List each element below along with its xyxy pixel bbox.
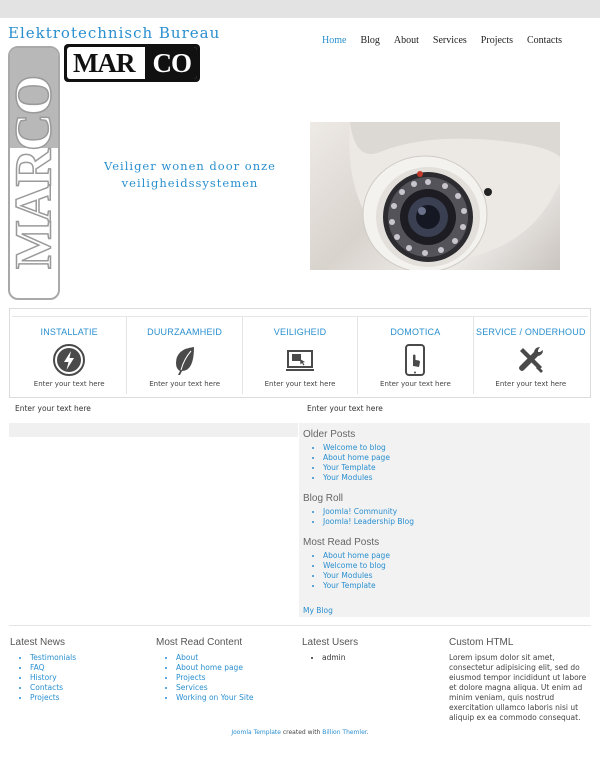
latest-users-heading: Latest Users	[302, 637, 359, 648]
nav-projects[interactable]: Projects	[480, 35, 514, 46]
top-bar	[0, 0, 600, 18]
list-item[interactable]: • Projects	[176, 673, 254, 683]
list-item[interactable]: • About	[176, 653, 254, 663]
feature-installatie[interactable]	[12, 317, 127, 394]
list-item[interactable]: • About home page	[176, 663, 254, 673]
most-read-posts-heading: Most Read Posts	[303, 537, 380, 548]
marco-logo[interactable]	[64, 44, 200, 82]
feature-text: Enter your text here	[264, 380, 336, 388]
lightning-icon	[52, 343, 86, 377]
most-read-posts-list	[323, 551, 586, 591]
content-right-text: Enter your text here	[307, 404, 383, 413]
list-item[interactable]: • About home page	[323, 551, 586, 561]
list-item[interactable]: • Services	[176, 683, 254, 693]
list-item[interactable]: • Testimonials	[30, 653, 76, 663]
nav-services[interactable]: Services	[432, 35, 467, 46]
security-camera-image	[310, 122, 560, 270]
latest-news-module	[10, 637, 76, 703]
tagline-line-1: Veiliger wonen door onze	[103, 159, 276, 173]
list-item: • admin	[322, 653, 358, 663]
logo-frame	[67, 47, 197, 79]
latest-users-list	[322, 653, 358, 663]
vertical-logo	[5, 46, 63, 300]
feature-text: Enter your text here	[495, 380, 567, 388]
list-item[interactable]: • FAQ	[30, 663, 76, 673]
feature-text: Enter your text here	[380, 380, 451, 388]
feature-title: SERVICE / ONDERHOUD	[476, 327, 586, 337]
feature-title: VEILIGHEID	[273, 327, 327, 337]
list-item[interactable]: • Welcome to blog	[323, 443, 586, 453]
tablet-icon	[398, 343, 432, 377]
latest-users-module	[302, 637, 358, 663]
list-item[interactable]: • Working on Your Site	[176, 693, 254, 703]
logo-text-co: CO	[152, 48, 191, 78]
list-item[interactable]: • History	[30, 673, 76, 683]
main-nav	[322, 35, 576, 46]
footer-credit	[0, 729, 600, 736]
most-read-content-heading: Most Read Content	[156, 637, 243, 648]
hero-tagline	[100, 158, 280, 192]
feature-title: DUURZAAMHEID	[147, 327, 223, 337]
blog-roll-heading: Blog Roll	[303, 493, 344, 504]
latest-news-heading: Latest News	[10, 637, 66, 648]
list-item[interactable]: • Your Template	[323, 463, 586, 473]
site-title: Elektrotechnisch Bureau	[8, 24, 221, 42]
features-section	[9, 308, 591, 398]
nav-contacts[interactable]: Contacts	[527, 35, 563, 46]
tagline-line-2: veiligheidssystemen	[121, 176, 259, 190]
feature-duurzaamheid[interactable]	[127, 317, 242, 394]
feature-title: DOMOTICA	[390, 327, 441, 337]
feature-text: Enter your text here	[149, 380, 220, 388]
list-item[interactable]: • Contacts	[30, 683, 76, 693]
monitor-icon	[283, 343, 317, 377]
credit-middle-text: created with	[280, 729, 323, 736]
vertical-logo-text: MARCO	[5, 76, 63, 270]
custom-html-heading: Custom HTML	[449, 637, 514, 648]
nav-about[interactable]: About	[393, 35, 419, 46]
tools-icon	[514, 343, 548, 377]
list-item[interactable]: • About home page	[323, 453, 586, 463]
blog-sidebar	[299, 423, 590, 617]
feature-veiligheid[interactable]	[243, 317, 358, 394]
most-read-content-list	[176, 653, 254, 703]
list-item[interactable]: • Your Template	[323, 581, 586, 591]
content-left-text: Enter your text here	[15, 404, 91, 413]
features-row	[12, 316, 588, 394]
credit-end: .	[366, 729, 369, 736]
main-content-bar	[9, 423, 298, 437]
older-posts-heading: Older Posts	[303, 429, 356, 440]
custom-html-text: Lorem ipsum dolor sit amet, consectetur adipisicing elit, sed do eiusmod tempor incididunt ut labore et dolore magna aliqua. Ut enim ad minim veniam, quis nostrud exercitation ullamco laboris nisi ut aliquip ex ea commodo consequat.	[449, 653, 587, 722]
list-item[interactable]: • Your Modules	[323, 473, 586, 483]
footer-divider	[9, 625, 591, 626]
nav-home[interactable]: Home	[322, 35, 347, 46]
feature-service-onderhoud[interactable]	[474, 317, 588, 394]
blog-roll-list	[323, 507, 586, 527]
logo-text-mar: MAR	[73, 48, 135, 78]
my-blog-link[interactable]: My Blog	[303, 606, 333, 615]
custom-html-module	[449, 637, 589, 723]
list-item[interactable]: • Joomla! Community	[323, 507, 586, 517]
older-posts-list	[323, 443, 586, 483]
billion-themler-link[interactable]: Billion Themler	[322, 729, 367, 736]
leaf-icon	[168, 343, 202, 377]
feature-domotica[interactable]	[358, 317, 473, 394]
latest-news-list	[30, 653, 76, 703]
list-item[interactable]: • Welcome to blog	[323, 561, 586, 571]
joomla-template-link[interactable]: Joomla Template	[231, 729, 281, 736]
list-item[interactable]: • Your Modules	[323, 571, 586, 581]
list-item[interactable]: • Joomla! Leadership Blog	[323, 517, 586, 527]
nav-blog[interactable]: Blog	[360, 35, 380, 46]
feature-title: INSTALLATIE	[40, 327, 98, 337]
most-read-content-module	[156, 637, 254, 703]
camera-illustration	[310, 122, 560, 270]
list-item[interactable]: • Projects	[30, 693, 76, 703]
feature-text: Enter your text here	[33, 380, 105, 388]
